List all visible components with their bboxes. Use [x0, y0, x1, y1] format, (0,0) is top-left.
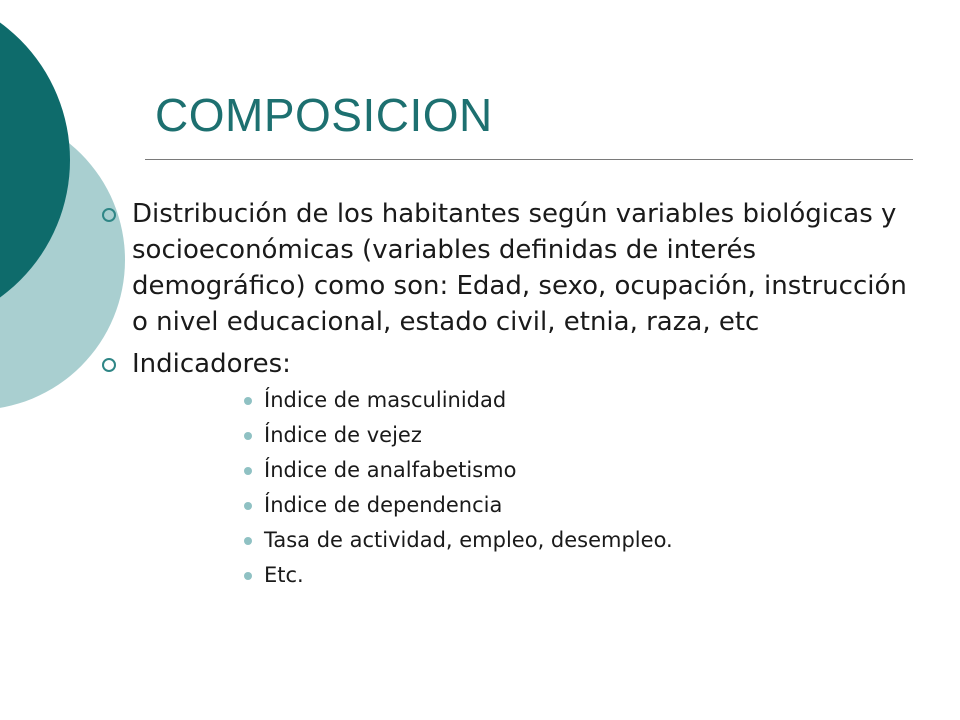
sub-bullet-text: Etc. — [264, 563, 304, 587]
bullet-text: Distribución de los habitantes según variables biológicas y socioeconómicas (variables definidas de interés demográfico) como son: Edad, sexo, ocupación, instrucción o nivel educacional, estado civil, etnia, raza, etc — [132, 199, 907, 337]
ring-bullet-icon — [102, 208, 116, 222]
bullet-item — [100, 346, 910, 382]
sub-bullet-item — [244, 563, 910, 588]
dot-bullet-icon — [244, 537, 252, 545]
title-divider — [145, 159, 913, 160]
indicators-list — [244, 388, 910, 588]
dot-bullet-icon — [244, 502, 252, 510]
sub-bullet-text: Índice de masculinidad — [264, 388, 507, 412]
slide-title: COMPOSICION — [155, 89, 493, 141]
sub-bullet-text: Índice de dependencia — [264, 493, 503, 517]
dot-bullet-icon — [244, 572, 252, 580]
sub-bullet-item — [244, 493, 910, 518]
sub-bullet-text: Índice de vejez — [264, 423, 422, 447]
sub-bullet-text: Tasa de actividad, empleo, desempleo. — [264, 528, 673, 552]
bullet-item — [100, 196, 910, 340]
dot-bullet-icon — [244, 397, 252, 405]
dot-bullet-icon — [244, 432, 252, 440]
dot-bullet-icon — [244, 467, 252, 475]
slide-content — [100, 196, 910, 598]
sub-bullet-text: Índice de analfabetismo — [264, 458, 517, 482]
sub-bullet-item — [244, 528, 910, 553]
ring-bullet-icon — [102, 358, 116, 372]
bullet-text: Indicadores: — [132, 349, 291, 379]
sub-bullet-item — [244, 458, 910, 483]
sub-bullet-item — [244, 423, 910, 448]
sub-bullet-item — [244, 388, 910, 413]
